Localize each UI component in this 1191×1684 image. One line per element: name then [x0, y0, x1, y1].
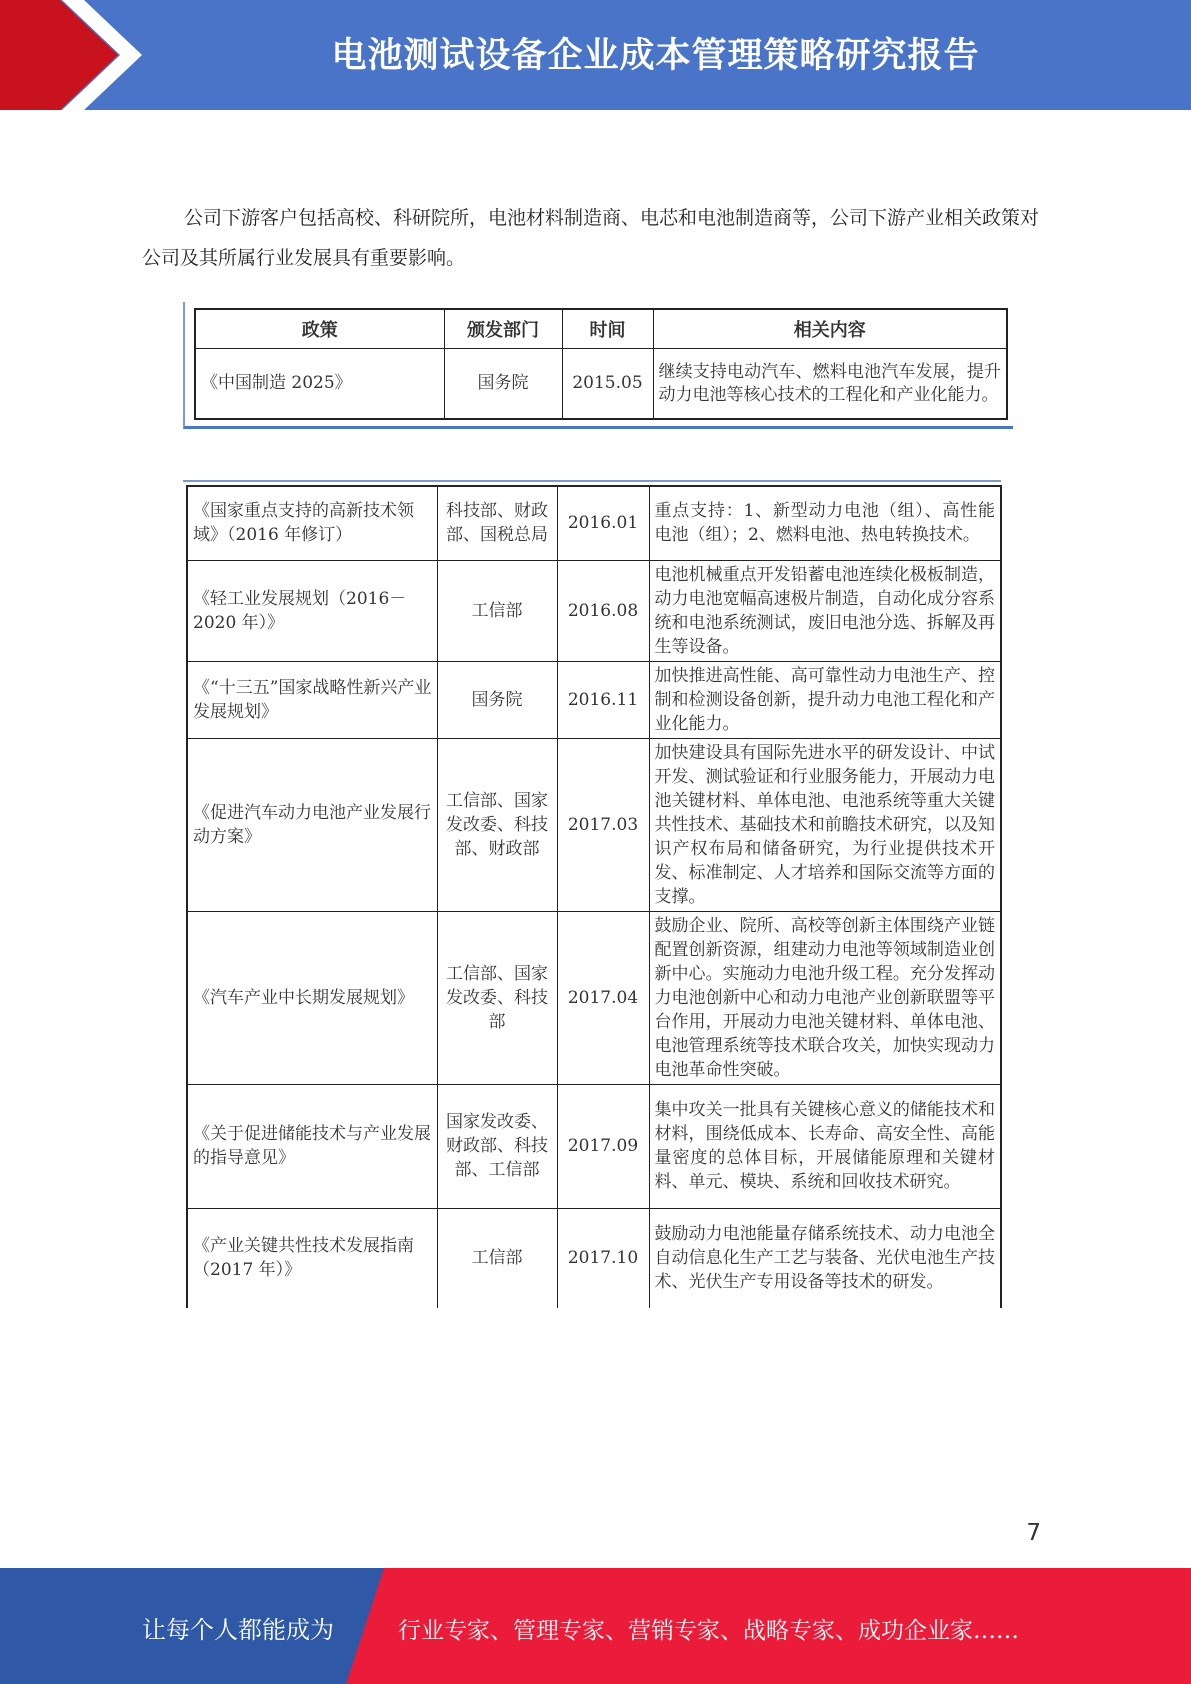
table-row [187, 1084, 1001, 1208]
page-number: 7 [1026, 1520, 1041, 1546]
policy-date: 2015.05 [562, 349, 653, 420]
policy-department: 国务院 [437, 661, 557, 738]
table-row [187, 560, 1001, 661]
policy-table-1 [194, 308, 1008, 420]
policy-content: 重点支持：1、新型动力电池（组）、高性能电池（组）；2、燃料电池、热电转换技术。 [649, 486, 1001, 560]
header-date: 时间 [562, 309, 653, 349]
policy-content: 鼓励企业、院所、高校等创新主体围绕产业链配置创新资源，组建动力电池等领域制造业创新中心。实施动力电池升级工程。充分发挥动力电池创新中心和动力电池产业创新联盟等平台作用，开展动力电池关键材料、单体电池、电池管理系统等技术联合攻关，加快实现动力电池革命性突破。 [649, 911, 1001, 1084]
policy-department: 国家发改委、财政部、科技部、工信部 [437, 1084, 557, 1208]
policy-content: 继续支持电动汽车、燃料电池汽车发展，提升动力电池等核心技术的工程化和产业化能力。 [653, 349, 1007, 420]
policy-date: 2016.11 [557, 661, 649, 738]
header-banner [0, 0, 1191, 110]
policy-date: 2017.09 [557, 1084, 649, 1208]
table-row [187, 1208, 1001, 1308]
policy-department: 工信部 [437, 1208, 557, 1308]
header-department: 颁发部门 [444, 309, 562, 349]
policy-content: 鼓励动力电池能量存储系统技术、动力电池全自动信息化生产工艺与装备、光伏电池生产技术、光伏生产专用设备等技术的研发。 [649, 1208, 1001, 1308]
policy-content: 集中攻关一批具有关键核心意义的储能技术和材料，围绕低成本、长寿命、高安全性、高能量密度的总体目标，开展储能原理和关键材料、单元、模块、系统和回收技术研究。 [649, 1084, 1001, 1208]
page-title: 电池测试设备企业成本管理策略研究报告 [331, 36, 980, 76]
policy-table-1-frame [183, 302, 1013, 429]
policy-table-2 [186, 485, 1002, 1308]
policy-department: 工信部、国家发改委、科技部、财政部 [437, 738, 557, 911]
policy-name: 《产业关键共性技术发展指南（2017 年）》 [187, 1208, 437, 1308]
policy-table-2-frame [183, 480, 1001, 1304]
policy-date: 2016.08 [557, 560, 649, 661]
policy-date: 2017.10 [557, 1208, 649, 1308]
policy-content: 电池机械重点开发铅蓄电池连续化极板制造，动力电池宽幅高速极片制造，自动化成分容系统和电池系统测试，废旧电池分选、拆解及再生等设备。 [649, 560, 1001, 661]
policy-name: 《中国制造 2025》 [195, 349, 444, 420]
policy-name: 《汽车产业中长期发展规划》 [187, 911, 437, 1084]
policy-department: 工信部 [437, 560, 557, 661]
footer-slogan-left: 让每个人都能成为 [142, 1616, 334, 1644]
policy-department: 科技部、财政部、国税总局 [437, 486, 557, 560]
policy-name: 《关于促进储能技术与产业发展的指导意见》 [187, 1084, 437, 1208]
policy-name: 《国家重点支持的高新技术领域》（2016 年修订） [187, 486, 437, 560]
table-row [187, 911, 1001, 1084]
policy-name: 《“十三五”国家战略性新兴产业发展规划》 [187, 661, 437, 738]
policy-department: 工信部、国家发改委、科技部 [437, 911, 557, 1084]
header-arrow-decoration [0, 0, 150, 110]
policy-date: 2016.01 [557, 486, 649, 560]
table-row [187, 661, 1001, 738]
table-header-row [195, 309, 1007, 349]
header-content: 相关内容 [653, 309, 1007, 349]
footer-slogan-right: 行业专家、管理专家、营销专家、战略专家、成功企业家…… [398, 1618, 1019, 1644]
policy-content: 加快推进高性能、高可靠性动力电池生产、控制和检测设备创新，提升动力电池工程化和产业化能力。 [649, 661, 1001, 738]
table-row [187, 738, 1001, 911]
policy-content: 加快建设具有国际先进水平的研发设计、中试开发、测试验证和行业服务能力，开展动力电池关键材料、单体电池、电池系统等重大关键共性技术、基础技术和前瞻技术研究，以及知识产权布局和储备研究，为行业提供技术开发、标准制定、人才培养和国际交流等方面的支撑。 [649, 738, 1001, 911]
footer-banner [0, 1568, 1191, 1684]
table-row [195, 349, 1007, 420]
policy-name: 《促进汽车动力电池产业发展行动方案》 [187, 738, 437, 911]
header-policy: 政策 [195, 309, 444, 349]
table-row [187, 486, 1001, 560]
policy-department: 国务院 [444, 349, 562, 420]
intro-paragraph: 公司下游客户包括高校、科研院所，电池材料制造商、电芯和电池制造商等，公司下游产业相关政策对公司及其所属行业发展具有重要影响。 [142, 207, 1040, 269]
policy-date: 2017.04 [557, 911, 649, 1084]
policy-name: 《轻工业发展规划（2016－2020 年）》 [187, 560, 437, 661]
policy-date: 2017.03 [557, 738, 649, 911]
